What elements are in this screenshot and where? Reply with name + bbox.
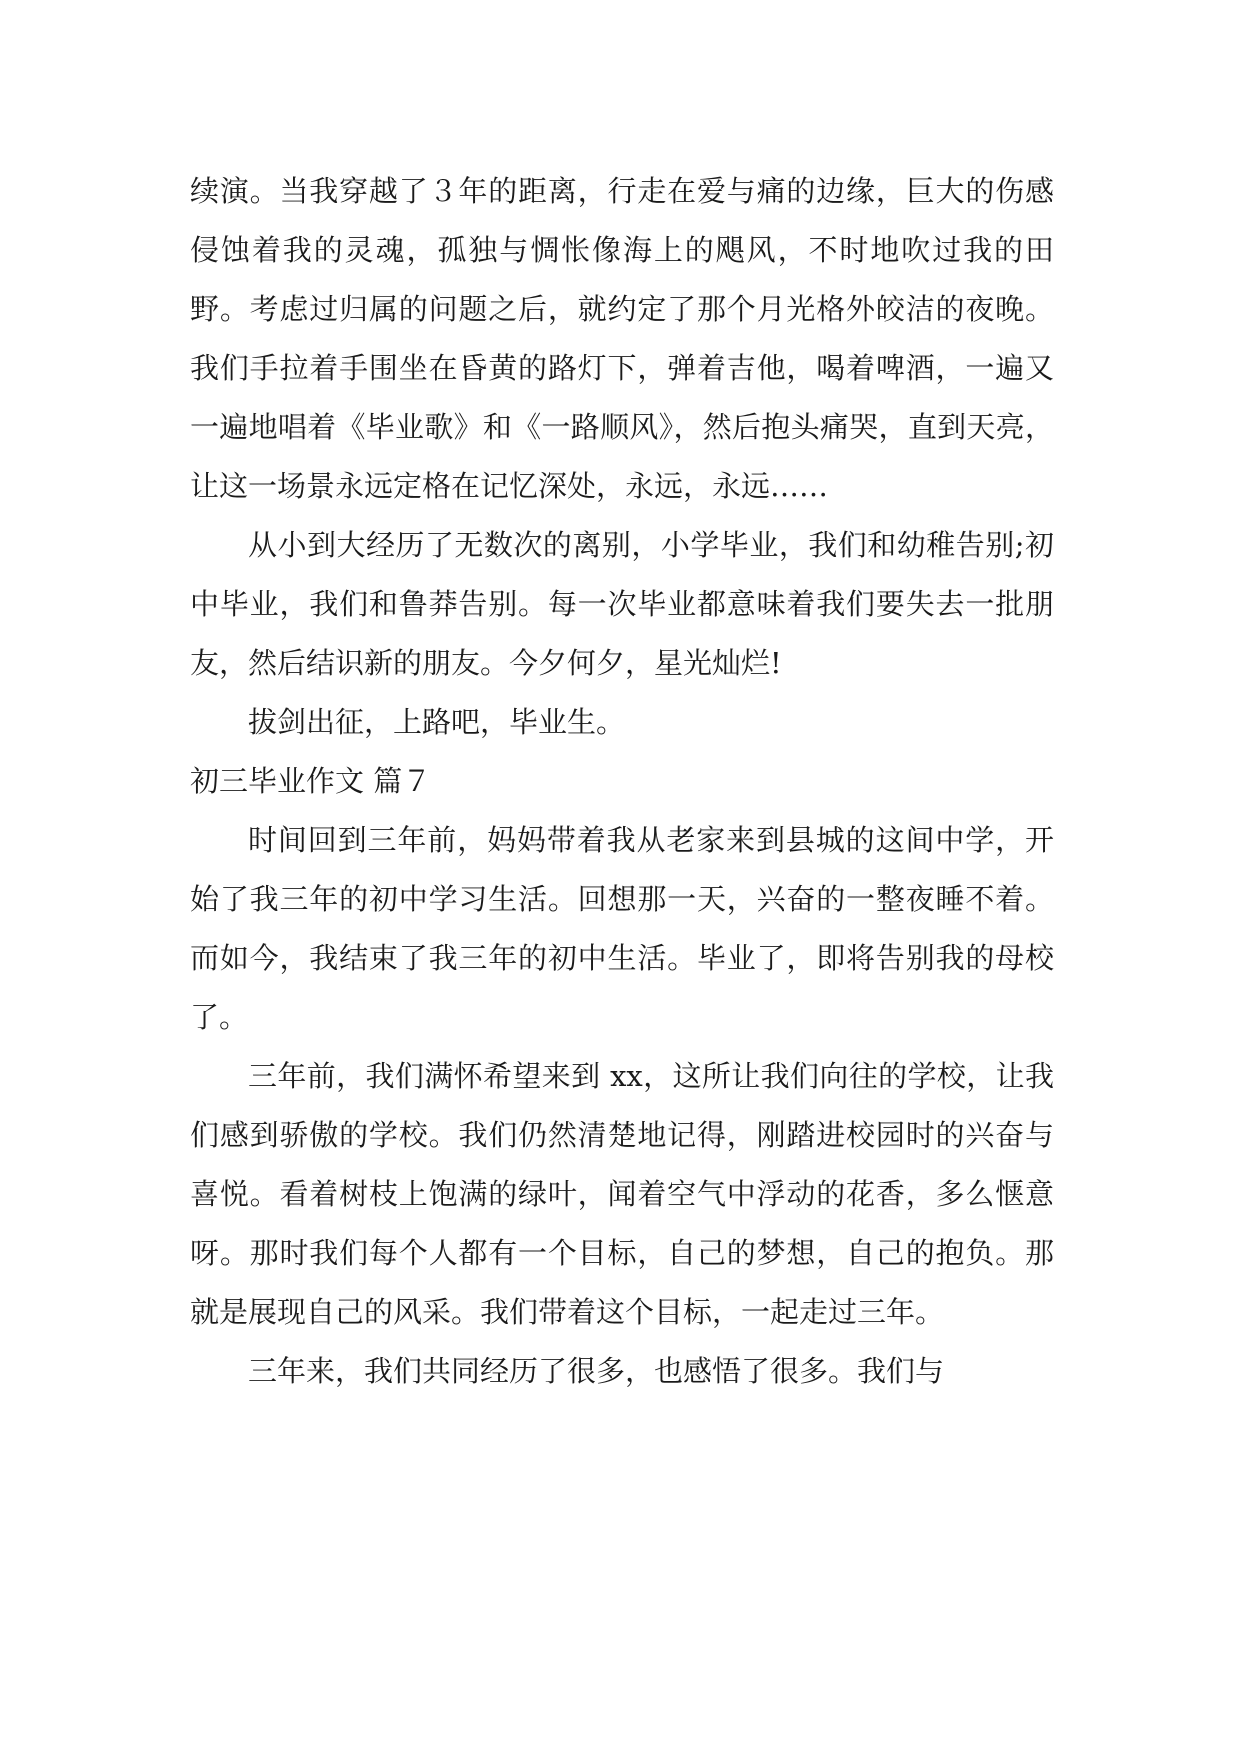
paragraph-experience: 三年来，我们共同经历了很多，也感悟了很多。我们与 — [248, 1354, 945, 1388]
paragraph-setout: 拔剑出征，上路吧，毕业生。 — [248, 705, 626, 739]
paragraph-farewell: 从小到大经历了无数次的离别，小学毕业，我们和幼稚告别;初中毕业，我们和鲁莽告别。每一次毕业都意味着我们要失去一批朋友，然后结识新的朋友。今夕何夕，星光灿烂! — [190, 528, 1054, 680]
paragraph-three-years-ago: 时间回到三年前，妈妈带着我从老家来到县城的这间中学，开始了我三年的初中学习生活。回想那一天，兴奋的一整夜睡不着。而如今，我结束了我三年的初中生活。毕业了，即将告别我的母校了。 — [190, 823, 1054, 1034]
paragraph-continuation: 续演。当我穿越了３年的距离，行走在爱与痛的边缘，巨大的伤感侵蚀着我的灵魂，孤独与惆怅像海上的飓风，不时地吹过我的田野。考虑过归属的问题之后，就约定了那个月光格外皎洁的夜晚。我们手拉着手围坐在昏黄的路灯下，弹着吉他，喝着啤酒，一遍又一遍地唱着《毕业歌》和《一路顺风》，然后抱头痛哭，直到天亮，让这一场景永远定格在记忆深处，永远，永远…… — [190, 174, 1054, 503]
paragraph-arrival: 三年前，我们满怀希望来到 xx，这所让我们向往的学校，让我们感到骄傲的学校。我们仍然清楚地记得，刚踏进校园时的兴奋与喜悦。看着树枝上饱满的绿叶，闻着空气中浮动的花香，多么惬意呀。那时我们每个人都有一个目标，自己的梦想，自己的抱负。那就是展现自己的风采。我们带着这个目标，一起走过三年。 — [190, 1059, 1054, 1329]
section-heading: 初三毕业作文 篇７ — [190, 764, 432, 798]
document-body — [190, 162, 1054, 1401]
